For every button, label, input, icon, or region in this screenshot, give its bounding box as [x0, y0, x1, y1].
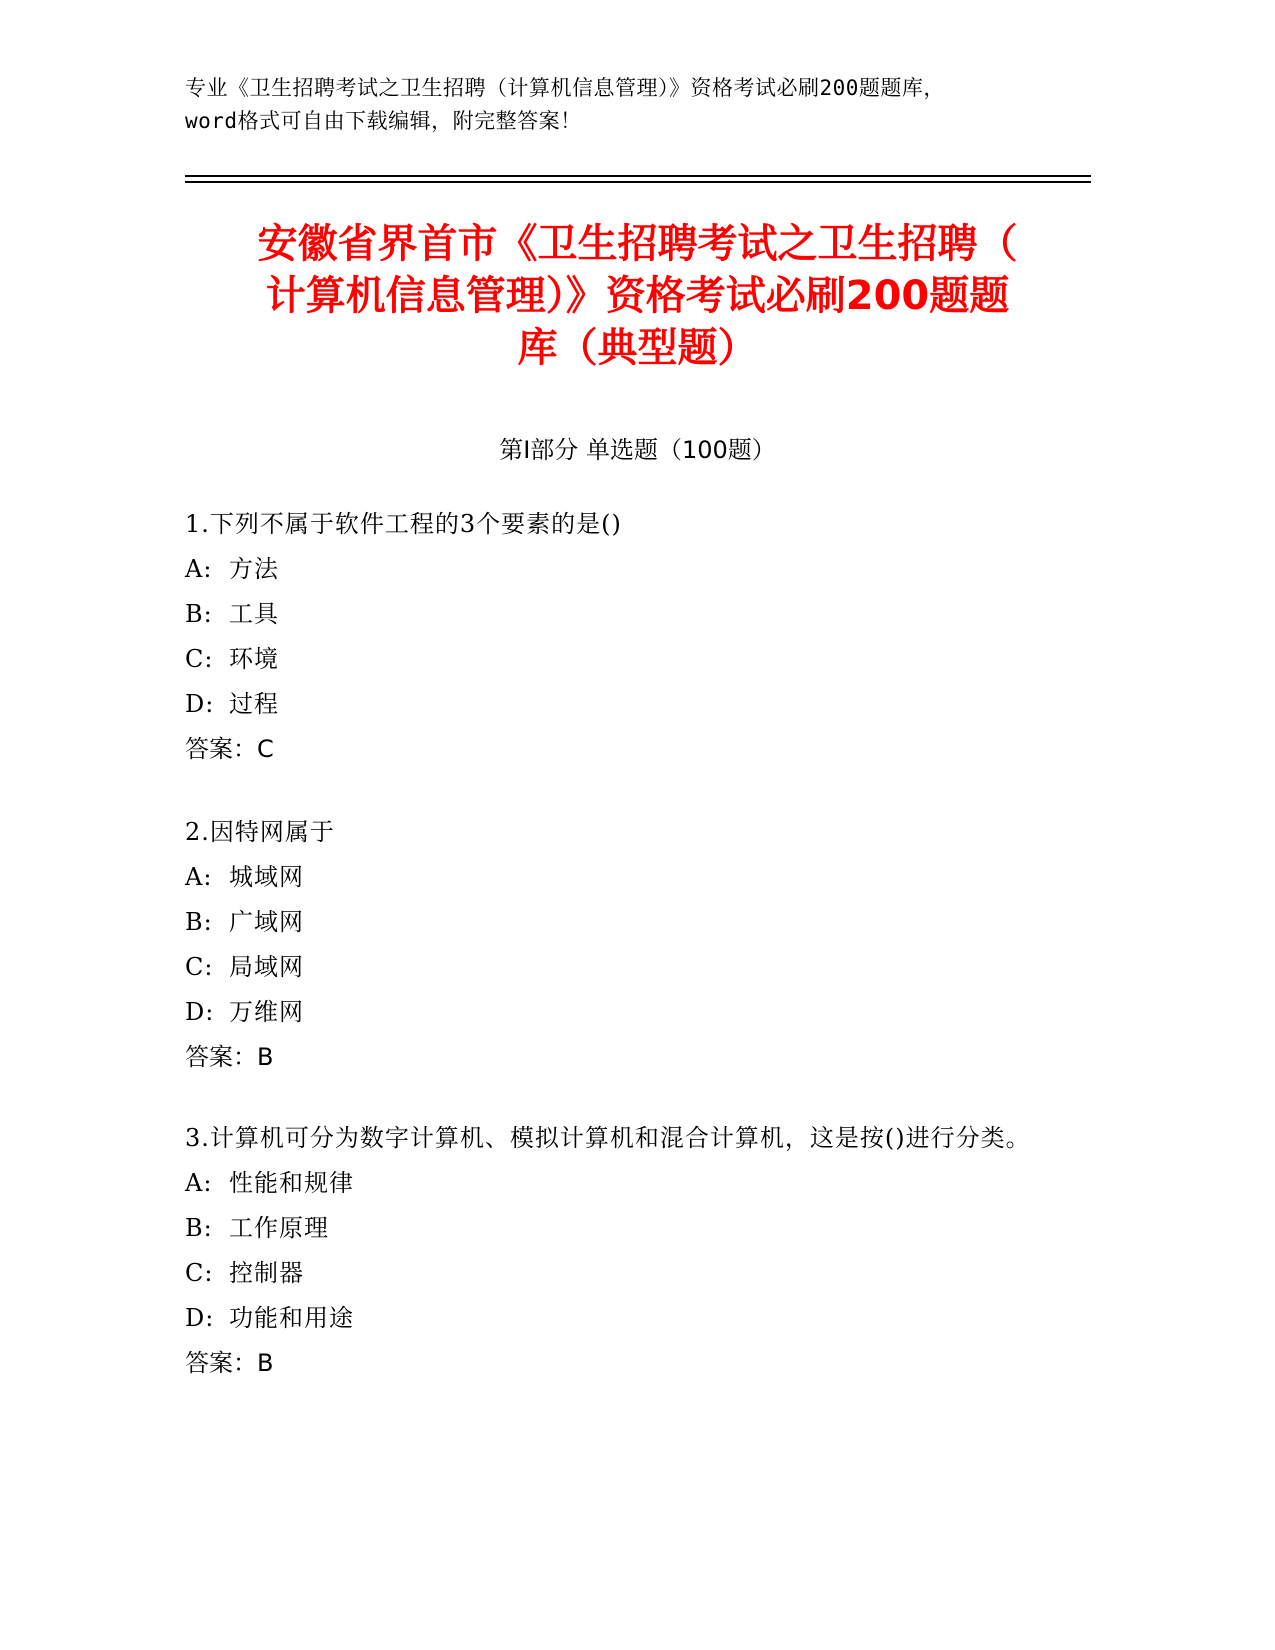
- header-divider-bottom: [185, 181, 1091, 183]
- option-d: [185, 1296, 1065, 1341]
- option-key: D:: [185, 998, 215, 1026]
- option-b: [185, 1206, 1065, 1251]
- question-2: [185, 810, 1065, 1080]
- option-key: D:: [185, 1304, 215, 1332]
- header-line-2: word格式可自由下载编辑，附完整答案！: [185, 109, 582, 133]
- option-a: [185, 855, 1065, 900]
- header-line-1: 专业《卫生招聘考试之卫生招聘（计算机信息管理）》资格考试必刷200题题库，: [185, 76, 945, 100]
- question-3: [185, 1116, 1065, 1386]
- document-title: [150, 218, 1125, 374]
- option-text: 工作原理: [229, 1214, 329, 1242]
- option-c: [185, 1251, 1065, 1296]
- option-text: 城域网: [229, 863, 304, 891]
- option-d: [185, 990, 1065, 1035]
- option-text: 局域网: [229, 953, 304, 981]
- question-1: [185, 502, 1065, 772]
- title-line-3: 库（典型题）: [517, 325, 758, 371]
- answer: 答案：C: [185, 735, 274, 763]
- option-b: [185, 900, 1065, 945]
- document-header-note: [185, 72, 1085, 138]
- option-key: B:: [185, 1214, 213, 1242]
- option-key: B:: [185, 600, 213, 628]
- option-text: 方法: [229, 555, 279, 583]
- option-key: D:: [185, 690, 215, 718]
- option-d: [185, 682, 1065, 727]
- option-key: B:: [185, 908, 213, 936]
- option-c: [185, 637, 1065, 682]
- option-text: 功能和用途: [229, 1304, 354, 1332]
- question-stem: 3.计算机可分为数字计算机、模拟计算机和混合计算机，这是按()进行分类。: [185, 1124, 1031, 1152]
- title-line-1: 安徽省界首市《卫生招聘考试之卫生招聘（: [257, 221, 1018, 267]
- title-line-2: 计算机信息管理）》资格考试必刷200题题: [265, 273, 1010, 319]
- option-text: 环境: [229, 645, 279, 673]
- option-key: C:: [185, 953, 214, 981]
- answer: 答案：B: [185, 1349, 274, 1377]
- option-a: [185, 547, 1065, 592]
- option-key: A:: [185, 863, 213, 891]
- option-text: 广域网: [229, 908, 304, 936]
- option-text: 万维网: [229, 998, 304, 1026]
- section-title: 第Ⅰ部分 单选题（100题）: [499, 436, 776, 464]
- answer: 答案：B: [185, 1043, 274, 1071]
- option-text: 过程: [229, 690, 279, 718]
- option-key: C:: [185, 645, 214, 673]
- option-text: 控制器: [229, 1259, 304, 1287]
- option-text: 性能和规律: [229, 1169, 354, 1197]
- option-b: [185, 592, 1065, 637]
- question-stem: 1.下列不属于软件工程的3个要素的是(): [185, 510, 622, 538]
- option-c: [185, 945, 1065, 990]
- option-key: A:: [185, 555, 213, 583]
- question-stem: 2.因特网属于: [185, 818, 335, 846]
- option-key: A:: [185, 1169, 213, 1197]
- option-a: [185, 1161, 1065, 1206]
- option-key: C:: [185, 1259, 214, 1287]
- header-divider-top: [185, 175, 1091, 177]
- option-text: 工具: [229, 600, 279, 628]
